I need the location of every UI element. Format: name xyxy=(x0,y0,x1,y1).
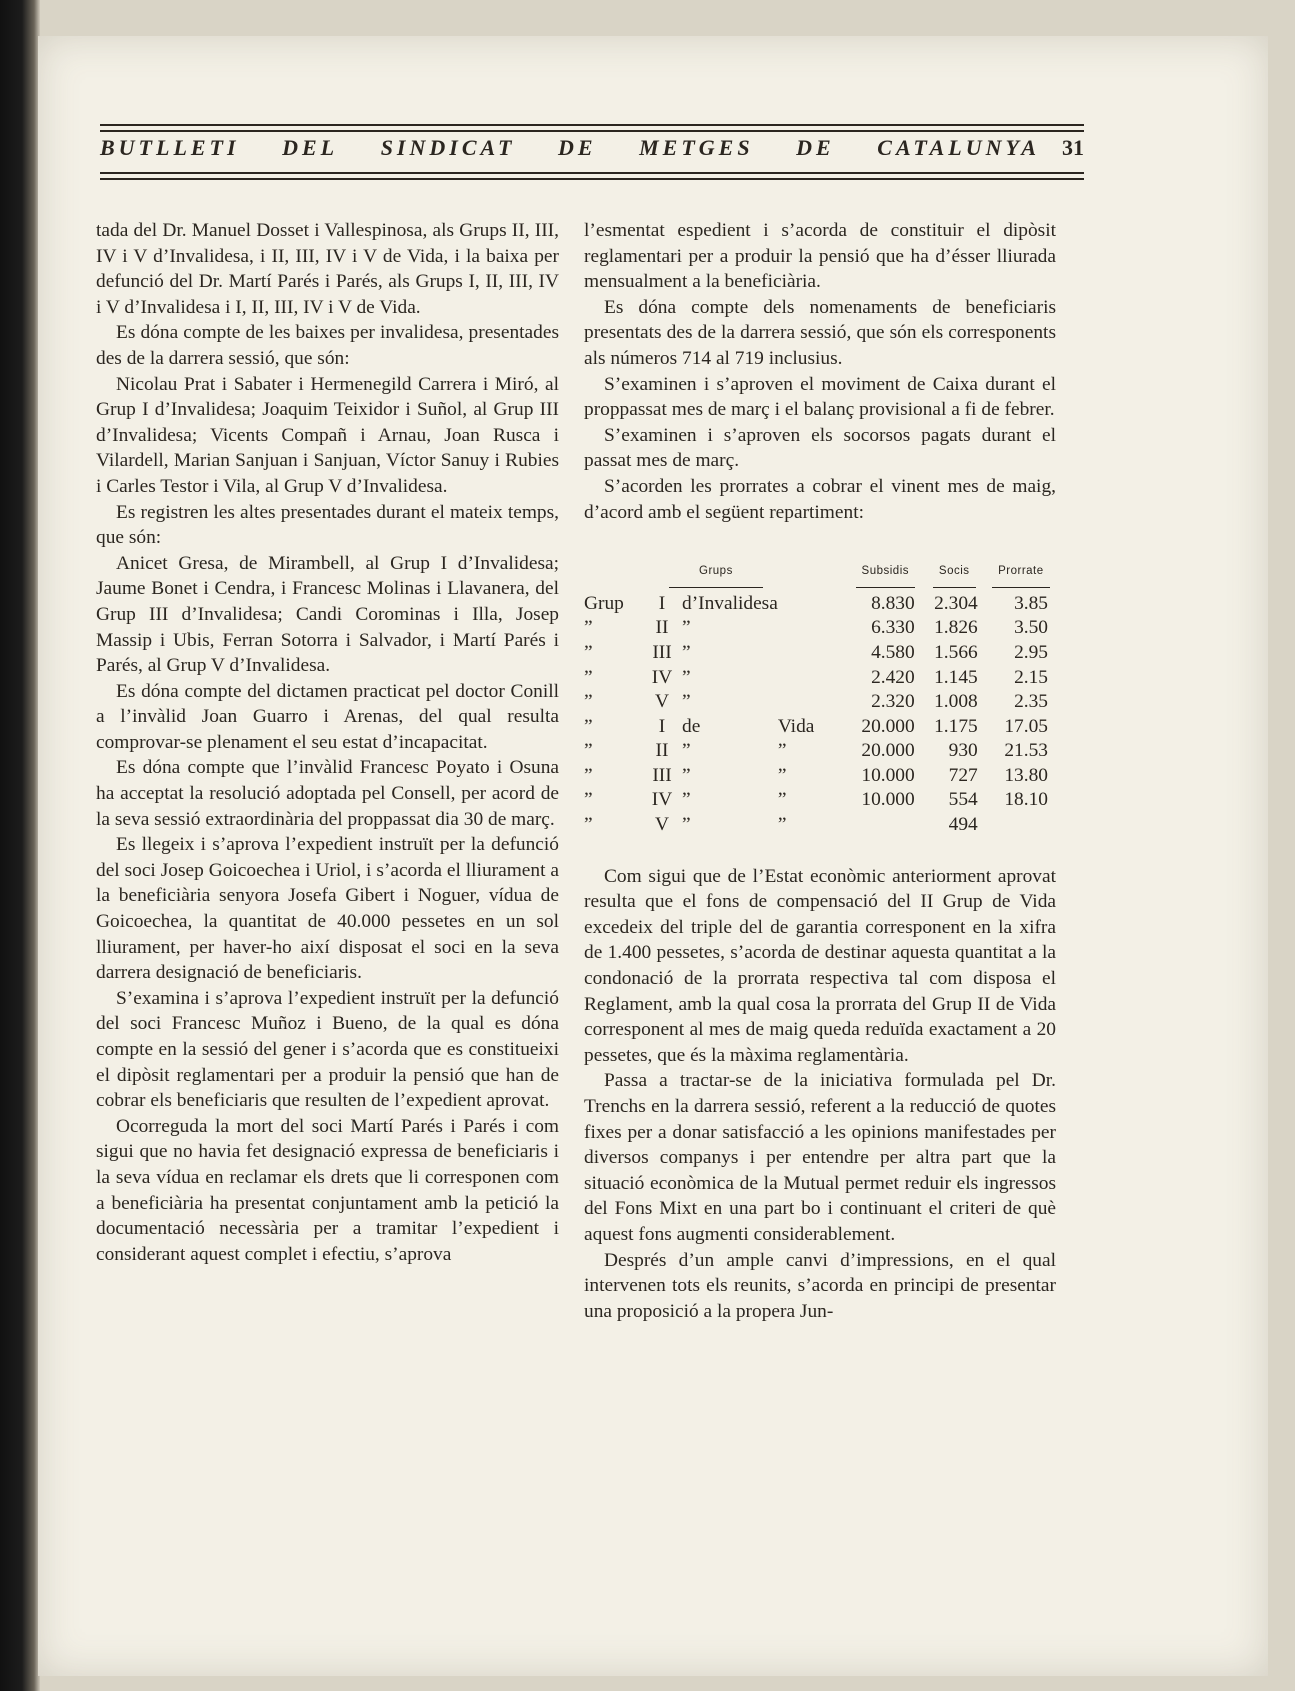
table-row xyxy=(584,641,1056,666)
prorrate-cell: 3.85 xyxy=(1014,592,1048,614)
col-header-prorrate: Prorrate xyxy=(986,559,1056,592)
prorrates-table xyxy=(584,559,1056,838)
header-rule-top-inner xyxy=(100,130,1084,132)
group-kind-cell xyxy=(778,592,848,617)
group-prefix-cell: ” xyxy=(584,641,593,663)
title-word: DE xyxy=(557,135,597,160)
journal-title xyxy=(100,135,1040,161)
group-type-cell: ” xyxy=(682,789,691,811)
subsidis-cell: 2.320 xyxy=(871,691,915,713)
group-prefix-cell: ” xyxy=(584,814,593,836)
paragraph: Es dóna compte del dictamen practicat pel doctor Conill a l’invàlid Joan Guarro i Arenas, del qual resulta comprovar-se plenament el seu estat d’incapacitat. xyxy=(96,680,559,753)
group-kind-cell xyxy=(778,666,848,691)
table-row xyxy=(584,739,1056,764)
prorrate-cell: 18.10 xyxy=(1004,789,1048,811)
subsidis-cell: 20.000 xyxy=(861,740,915,762)
group-number-cell: IV xyxy=(651,666,673,688)
paragraph: Es dóna compte que l’invàlid Francesc Poyato i Osuna ha acceptat la resolució adoptada pel Consell, per acord de la seva sessió extraordinària del proppassat dia 30 de març. xyxy=(96,757,559,830)
group-number-cell: II xyxy=(655,617,669,639)
page-number: 31 xyxy=(1062,135,1084,160)
table-row xyxy=(584,666,1056,691)
prorrate-cell: 2.95 xyxy=(1014,641,1048,663)
paragraph: S’acorden les prorrates a cobrar el vinent mes de maig, d’acord amb el següent repartiment: xyxy=(584,475,1056,523)
scan-binding-edge xyxy=(0,0,40,1691)
table-header-row xyxy=(584,559,1056,592)
group-type-cell: ” xyxy=(682,666,691,688)
subsidis-cell: 6.330 xyxy=(871,617,915,639)
group-type-cell: ” xyxy=(682,617,691,639)
group-kind-cell: ” xyxy=(777,789,787,811)
socis-cell: 1.826 xyxy=(934,617,978,639)
table-row xyxy=(584,813,1056,838)
group-number-cell: II xyxy=(655,740,669,762)
col-header-grups: Grups xyxy=(584,559,848,592)
group-kind-cell: ” xyxy=(777,764,787,786)
socis-cell: 494 xyxy=(948,814,978,836)
group-number-cell: I xyxy=(658,715,666,737)
group-type-cell: ” xyxy=(682,740,691,762)
running-header xyxy=(100,94,1084,186)
table-row xyxy=(584,616,1056,641)
socis-cell: 2.304 xyxy=(934,592,978,614)
title-word: DEL xyxy=(282,135,339,160)
group-kind-cell: Vida xyxy=(777,715,815,737)
title-word: SINDICAT xyxy=(380,135,516,160)
paragraph: Ocorreguda la mort del soci Martí Parés i Parés i com sigui que no havia fet designació expressa de beneficiaris i la seva vídua en reclamar els drets que li corresponen com a beneficiària ha presentat conjuntament amb la petició la documentació necessària per a tramitar l’expedient i considerant aquest complet i efectiu, s’aprova xyxy=(96,1115,559,1265)
group-number-cell: V xyxy=(654,691,669,713)
table-row xyxy=(584,764,1056,789)
prorrate-cell xyxy=(986,813,1056,838)
subsidis-cell xyxy=(848,813,923,838)
group-number-cell: I xyxy=(658,592,666,614)
header-rule-bottom-inner xyxy=(100,178,1084,180)
prorrate-cell: 17.05 xyxy=(1004,715,1048,737)
paragraph: Després d’un ample canvi d’impressions, en el qual intervenen tots els reunits, s’acorda en principi de presentar una proposició a la propera Jun- xyxy=(584,1249,1056,1322)
table-row xyxy=(584,690,1056,715)
group-prefix-cell: Grup xyxy=(584,592,624,614)
group-kind-cell xyxy=(778,690,848,715)
group-kind-cell: ” xyxy=(777,740,787,762)
subsidis-cell: 10.000 xyxy=(861,789,915,811)
col-header-subsidis: Subsidis xyxy=(848,559,923,592)
group-kind-cell xyxy=(778,641,848,666)
paragraph: Anicet Gresa, de Mirambell, al Grup I d’Invalidesa; Jaume Bonet i Cendra, i Francesc Molinas i Llavanera, del Grup III d’Invalidesa; Candi Corominas i Illa, Josep Massip i Ubis, Ferran Sotorra i Salvador, i Martí Parés i Parés, al Grup V d’Invalidesa. xyxy=(96,552,559,677)
group-number-cell: III xyxy=(652,641,672,663)
socis-cell: 1.145 xyxy=(934,666,978,688)
group-type-cell: ” xyxy=(682,814,691,836)
socis-cell: 727 xyxy=(948,764,978,786)
table-row xyxy=(584,788,1056,813)
group-prefix-cell: ” xyxy=(584,691,593,713)
socis-cell: 930 xyxy=(948,740,978,762)
group-number-cell: III xyxy=(652,764,672,786)
header-rule-top xyxy=(100,124,1084,126)
group-prefix-cell: ” xyxy=(584,764,593,786)
group-kind-cell xyxy=(778,616,848,641)
paragraph: S’examina i s’aprova l’expedient instruït per la defunció del soci Francesc Muñoz i Bueno, de la qual es dóna compte en la sessió del gener i s’acorda que es constitueixi el dipòsit reglamentari per a produir la pensió que han de cobrar els beneficiaris que resulten de l’expedient aprovat. xyxy=(96,987,559,1112)
prorrate-cell: 21.53 xyxy=(1004,740,1048,762)
paragraph: S’examinen i s’aproven el moviment de Caixa durant el proppassat mes de març i el balanç provisional a fi de febrer. xyxy=(584,373,1056,421)
group-type-cell: ” xyxy=(682,641,691,663)
paragraph: Passa a tractar-se de la iniciativa formulada pel Dr. Trenchs en la darrera sessió, referent a la reducció de quotes fixes per a donar satisfacció a les opinions manifestades per diversos companys i per entendre per altra part que la situació econòmica de la Mutual permet reduir els ingressos del Fons Mixt en una part bo i continuant el criteri de què aquest fons augmenti considerablement. xyxy=(584,1070,1056,1245)
table-row xyxy=(584,592,1056,617)
group-type-cell: d’Invalidesa xyxy=(682,592,778,614)
group-prefix-cell: ” xyxy=(584,715,593,737)
socis-cell: 554 xyxy=(948,789,978,811)
paragraph: l’esmentat espedient i s’acorda de constituir el dipòsit reglamentari per a produir la pensió que ha d’ésser lliurada mensualment a la beneficiària. xyxy=(584,220,1056,293)
table-row xyxy=(584,715,1056,740)
paragraph: Es dóna compte de les baixes per invalidesa, presentades des de la darrera sessió, que són: xyxy=(96,322,559,369)
left-column xyxy=(96,218,559,1267)
group-type-cell: de xyxy=(682,715,701,737)
group-prefix-cell: ” xyxy=(584,617,593,639)
group-type-cell: ” xyxy=(682,691,691,713)
paragraph: Es dóna compte dels nomenaments de beneficiaris presentats des de la darrera sessió, que són els corresponents als números 714 al 719 inclusius. xyxy=(584,296,1056,369)
right-column xyxy=(584,218,1056,1324)
group-prefix-cell: ” xyxy=(584,740,593,762)
paragraph: tada del Dr. Manuel Dosset i Vallespinosa, als Grups II, III, IV i V d’Invalidesa, i II, III, IV i V de Vida, i la baixa per defunció del Dr. Martí Parés i Parés, als Grups I, II, III, IV i V d’Invalidesa i I, II, III, IV i V de Vida. xyxy=(96,220,559,318)
paragraph: Es llegeix i s’aprova l’expedient instruït per la defunció del soci Josep Goicoechea i Uriol, i s’acorda el lliurament a la beneficiària senyora Josefa Gibert i Noguer, vídua de Goicoechea, la quantitat de 40.000 pessetes en un sol lliurament, per haver-ho així disposat el soci en la seva darrera designació de beneficiaris. xyxy=(96,834,559,984)
header-rule-bottom xyxy=(100,172,1084,174)
socis-cell: 1.008 xyxy=(934,691,978,713)
socis-cell: 1.566 xyxy=(934,641,978,663)
paragraph: Nicolau Prat i Sabater i Hermenegild Carrera i Miró, al Grup I d’Invalidesa; Joaquim Teixidor i Suñol, al Grup III d’Invalidesa; Vicents Compañ i Arnau, Joan Rusca i Vilardell, Marian Sanjuan i Sanjuan, Víctor Sanuy i Rubies i Carles Testor i Vila, al Grup V d’Invalidesa. xyxy=(96,373,559,497)
group-type-cell: ” xyxy=(682,764,691,786)
group-kind-cell: ” xyxy=(777,814,787,836)
subsidis-cell: 8.830 xyxy=(871,592,915,614)
prorrate-cell: 13.80 xyxy=(1004,764,1048,786)
paragraph: Es registren les altes presentades durant el mateix temps, que són: xyxy=(96,501,559,549)
title-word: CATALUNYA xyxy=(877,135,1040,160)
socis-cell: 1.175 xyxy=(934,715,978,737)
group-number-cell: V xyxy=(654,814,669,836)
title-word: BUTLLETI xyxy=(100,135,240,160)
paragraph: S’examinen i s’aproven els socorsos pagats durant el passat mes de març. xyxy=(584,424,1056,472)
subsidis-cell: 20.000 xyxy=(861,715,915,737)
prorrate-cell: 2.15 xyxy=(1014,666,1048,688)
title-word: METGES xyxy=(639,135,754,160)
subsidis-cell: 10.000 xyxy=(861,764,915,786)
subsidis-cell: 4.580 xyxy=(871,641,915,663)
table-body xyxy=(584,592,1056,838)
paragraph: Com sigui que de l’Estat econòmic anteriorment aprovat resulta que el fons de compensació del II Grup de Vida excedeix del triple del de garantia corresponent en la xifra de 1.400 pessetes, s’acorda de destinar aquesta quantitat a la condonació de la prorrata respectiva tal com disposa el Reglament, amb la qual cosa la prorrata del Grup II de Vida corresponent al mes de maig queda reduïda exactament a 20 pessetes, que és la màxima reglamentària. xyxy=(584,865,1056,1066)
group-prefix-cell: ” xyxy=(584,666,593,688)
group-prefix-cell: ” xyxy=(584,789,593,811)
prorrate-cell: 3.50 xyxy=(1014,617,1048,639)
subsidis-cell: 2.420 xyxy=(871,666,915,688)
group-number-cell: IV xyxy=(651,789,673,811)
title-word: DE xyxy=(796,135,835,160)
col-header-socis: Socis xyxy=(923,559,986,592)
prorrate-cell: 2.35 xyxy=(1014,691,1048,713)
